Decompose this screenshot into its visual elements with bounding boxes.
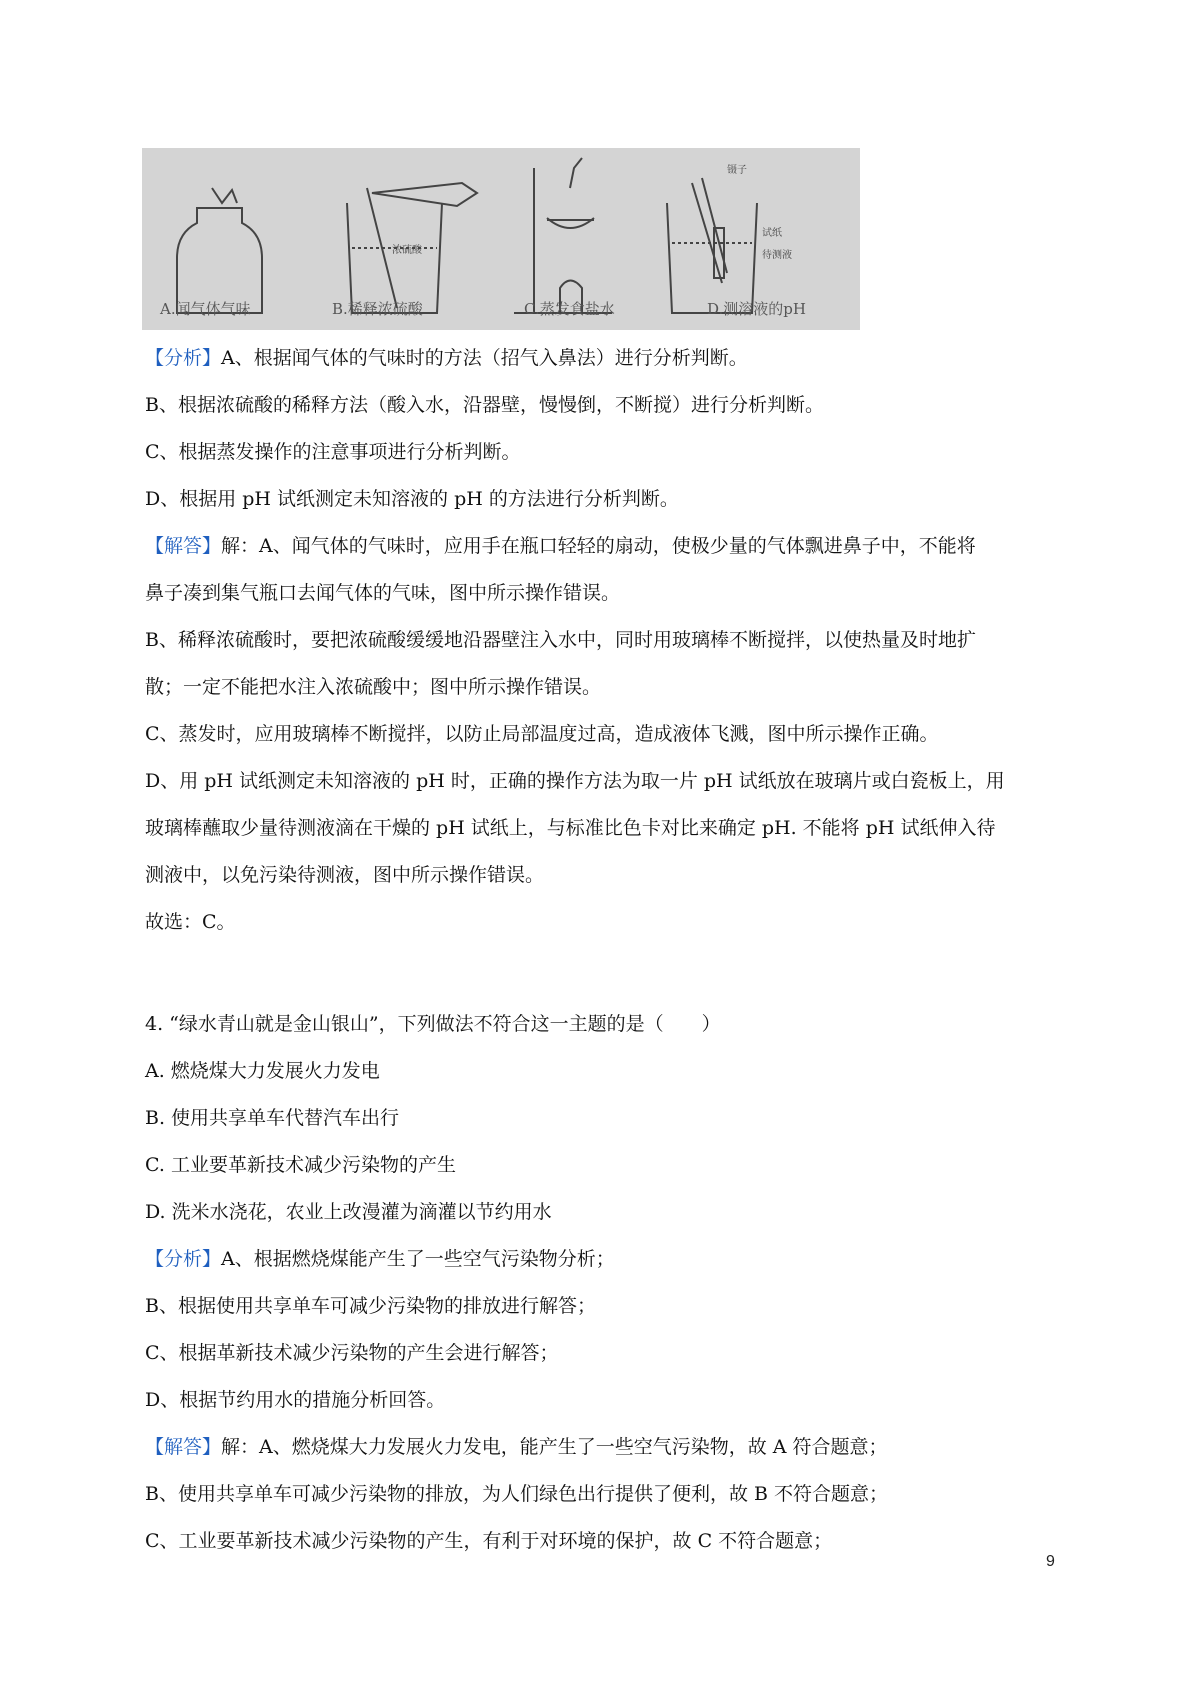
q4-analysis-line-4: D、根据节约用水的措施分析回答。 bbox=[145, 1389, 446, 1411]
label-d1: 镊子 bbox=[727, 165, 747, 176]
caption-c: C.蒸发食盐水 bbox=[524, 300, 615, 318]
q3-analysis-line-4: D、根据用 pH 试纸测定未知溶液的 pH 的方法进行分析判断。 bbox=[145, 488, 679, 510]
q4-analysis-line-2: B、根据使用共享单车可减少污染物的排放进行解答； bbox=[145, 1295, 596, 1317]
analysis-tag: 【分析】 bbox=[145, 347, 222, 369]
caption-d: D.测溶液的pH bbox=[707, 300, 806, 318]
q4-answer-line-1: 【解答】解：A、燃烧煤大力发展火力发电，能产生了一些空气污染物，故 A 符合题意； bbox=[145, 1436, 888, 1458]
label-d3: 待测液 bbox=[762, 250, 792, 261]
q3-answer-line-8: 测液中，以免污染待测液，图中所示操作错误。 bbox=[145, 864, 545, 886]
q3-answer-line-5: C、蒸发时，应用玻璃棒不断搅拌，以防止局部温度过高，造成液体飞溅，图中所示操作正确。 bbox=[145, 723, 939, 745]
q3-answer-line-6: D、用 pH 试纸测定未知溶液的 pH 时，正确的操作方法为取一片 pH 试纸放在玻璃片或白瓷板上，用 bbox=[145, 770, 1005, 792]
q3-answer-line-1: 【解答】解：A、闻气体的气味时，应用手在瓶口轻轻的扇动，使极少量的气体飘进鼻子中，不能将 bbox=[145, 535, 976, 557]
q4-answer-line-3: C、工业要革新技术减少污染物的产生，有利于对环境的保护，故 C 不符合题意； bbox=[145, 1530, 833, 1552]
q3-analysis-line-1: 【分析】A、根据闻气体的气味时的方法（招气入鼻法）进行分析判断。 bbox=[145, 347, 748, 369]
q4-option-d: D. 洗米水浇花，农业上改漫灌为滴灌以节约用水 bbox=[145, 1201, 552, 1223]
q4-option-b: B. 使用共享单车代替汽车出行 bbox=[145, 1107, 400, 1129]
answer-tag: 【解答】 bbox=[145, 535, 222, 557]
q4-answer-line-2: B、使用共享单车可减少污染物的排放，为人们绿色出行提供了便利，故 B 不符合题意； bbox=[145, 1483, 889, 1505]
analysis-tag: 【分析】 bbox=[145, 1248, 222, 1270]
q3-analysis-line-3: C、根据蒸发操作的注意事项进行分析判断。 bbox=[145, 441, 521, 463]
q3-answer-line-2: 鼻子凑到集气瓶口去闻气体的气味，图中所示操作错误。 bbox=[145, 582, 621, 604]
q4-option-c: C. 工业要革新技术减少污染物的产生 bbox=[145, 1154, 456, 1176]
page-number: 9 bbox=[1046, 1553, 1055, 1570]
caption-b: B.稀释浓硫酸 bbox=[332, 300, 423, 318]
label-d2: 试纸 bbox=[762, 228, 782, 239]
q4-analysis-line-3: C、根据革新技术减少污染物的产生会进行解答； bbox=[145, 1342, 559, 1364]
q4-option-a: A. 燃烧煤大力发展火力发电 bbox=[145, 1060, 380, 1082]
q4-stem: 4. “绿水青山就是金山银山”，下列做法不符合这一主题的是（ ） bbox=[145, 1013, 721, 1035]
q3-answer-line-4: 散；一定不能把水注入浓硫酸中；图中所示操作错误。 bbox=[145, 676, 602, 698]
q4-analysis-line-1: 【分析】A、根据燃烧煤能产生了一些空气污染物分析； bbox=[145, 1248, 615, 1270]
label-b: 浓硫酸 bbox=[392, 245, 422, 256]
q3-answer-line-7: 玻璃棒蘸取少量待测液滴在干燥的 pH 试纸上，与标准比色卡对比来确定 pH. 不能将 pH 试纸伸入待 bbox=[145, 817, 996, 839]
q3-answer-line-3: B、稀释浓硫酸时，要把浓硫酸缓缓地沿器壁注入水中，同时用玻璃棒不断搅拌，以使热量及时地扩 bbox=[145, 629, 976, 651]
answer-tag: 【解答】 bbox=[145, 1436, 222, 1458]
caption-a: A.闻气体气味 bbox=[160, 300, 251, 318]
experiment-figure bbox=[142, 148, 860, 330]
q3-choice: 故选：C。 bbox=[145, 911, 236, 933]
q3-analysis-line-2: B、根据浓硫酸的稀释方法（酸入水，沿器壁，慢慢倒，不断搅）进行分析判断。 bbox=[145, 394, 824, 416]
